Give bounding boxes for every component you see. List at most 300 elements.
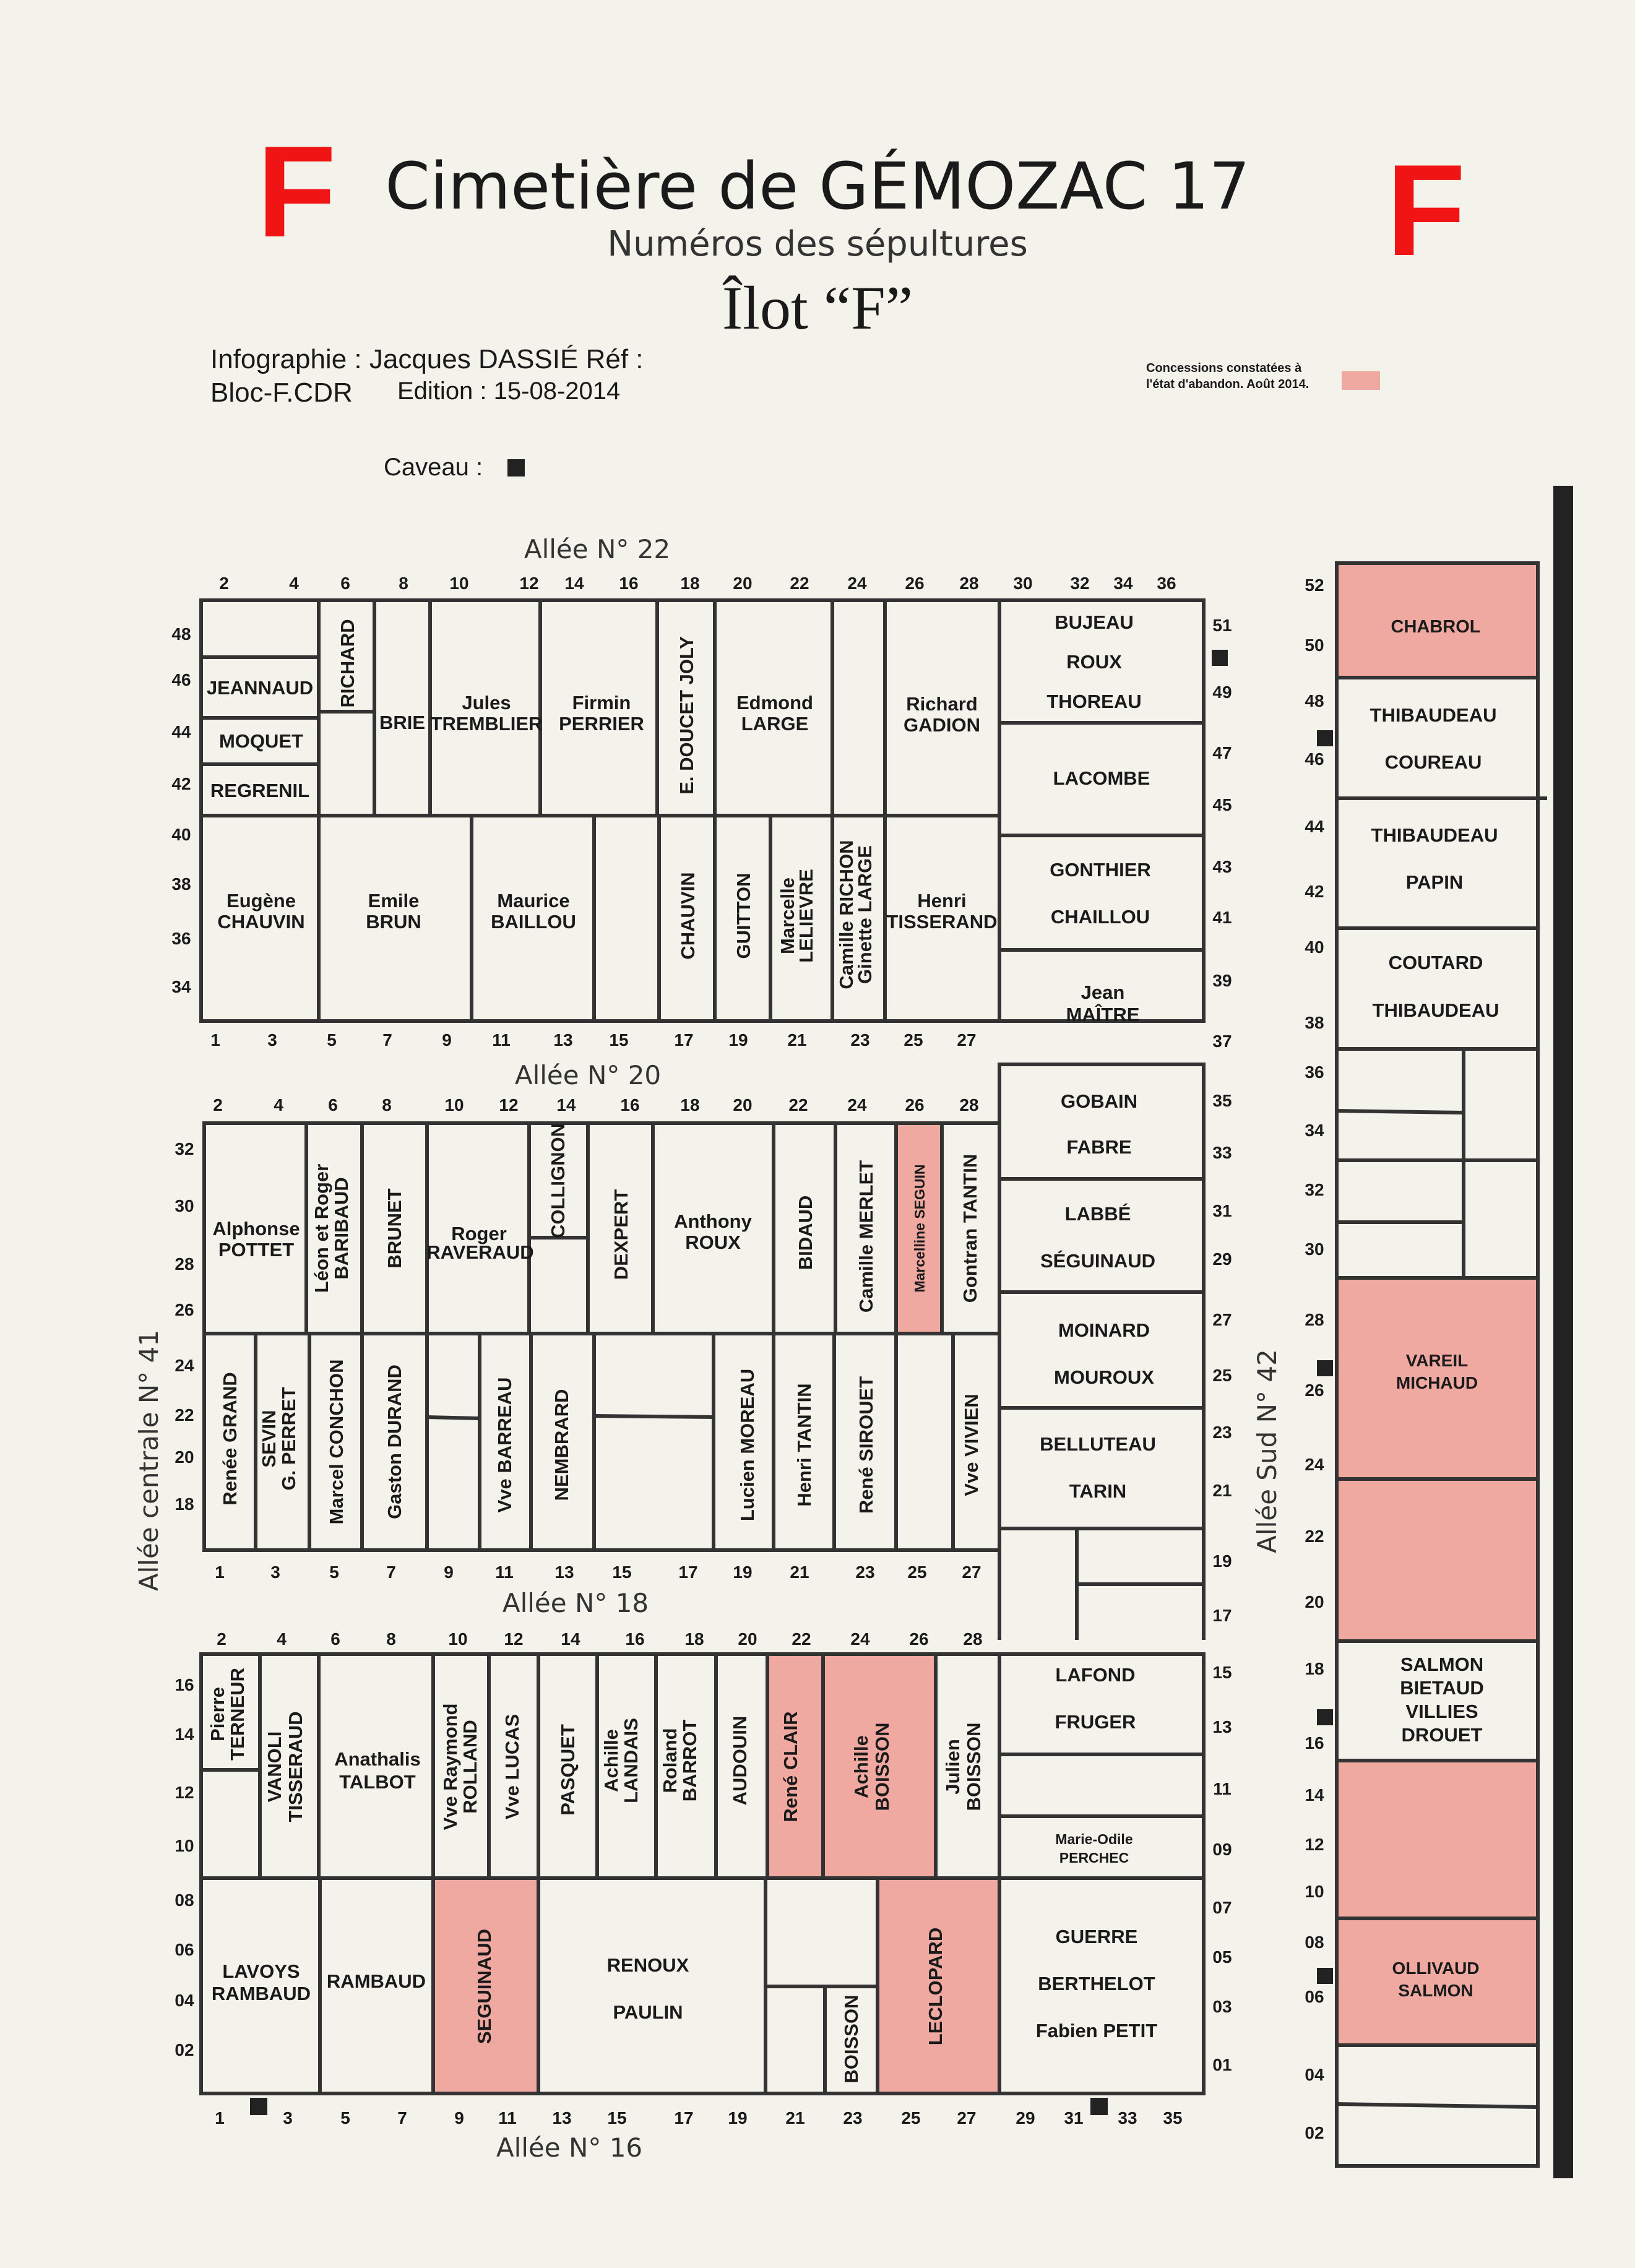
plot-number: 20 [1305,1592,1324,1611]
reference-file: Bloc-F.CDR [210,377,353,408]
plot-number: 31 [1212,1201,1232,1220]
plot-berthelot[interactable]: BERTHELOT [1038,1973,1155,1994]
plot-number: 8 [399,574,408,593]
caveau-legend-label: Caveau : [384,454,483,481]
plot-number: 06 [175,1940,194,1959]
plot-tremblier-last[interactable]: TREMBLIER [430,713,543,735]
plot-number: 22 [790,574,809,593]
plot-number: 39 [1212,971,1232,990]
plot-maitre-last[interactable]: MAÎTRE [1066,1004,1140,1025]
plot-rolland-last[interactable]: ROLLAND [459,1720,481,1814]
plot-number: 46 [171,670,191,689]
plot-moquet[interactable]: MOQUET [218,730,304,752]
plot-baribaud-first[interactable]: Léon et Roger [311,1163,332,1293]
plot-abandoned-14-10[interactable] [1337,1761,1538,1918]
plot-number: 36 [171,929,191,948]
plot-number: 18 [175,1494,194,1514]
caveau-icon [1090,2098,1108,2115]
plot-number: 18 [684,1629,704,1649]
plot-paulin[interactable]: PAULIN [613,2001,683,2023]
plot-number: 6 [330,1629,340,1649]
plot-brun-first[interactable]: Emile [368,890,420,912]
plot-michaud[interactable]: MICHAUD [1396,1373,1478,1392]
plot-number: 02 [1305,2123,1324,2142]
plot-number: 44 [1305,817,1324,836]
plot-number: 22 [788,1095,808,1115]
plot-drouet[interactable]: DROUET [1401,1724,1483,1746]
plot-number: 11 [498,2108,517,2128]
plot-number: 30 [1305,1240,1324,1259]
plot-fabre[interactable]: FABRE [1066,1136,1132,1158]
plot-coutard-thibaudeau[interactable] [1337,928,1538,1049]
plot-number: 04 [175,1991,194,2010]
plot-chauvin-eugene-last[interactable]: CHAUVIN [217,911,305,933]
plot-number: 20 [175,1447,194,1467]
plot-lacombe[interactable]: LACOMBE [1053,767,1150,789]
ilot-title: Îlot “F” [722,274,913,342]
plot-terneur-first[interactable]: Pierre [207,1687,228,1741]
plot-number: 45 [1212,795,1232,814]
plot-bujeau[interactable]: BUJEAU [1055,611,1134,633]
plot-number: 4 [274,1095,283,1115]
plot-ollivaud[interactable]: OLLIVAUD [1392,1959,1480,1978]
plot-number: 13 [1212,1717,1232,1736]
plot-vanoli[interactable]: VANOLI [264,1731,285,1803]
plot-clair[interactable]: René CLAIR [780,1711,801,1822]
plot-sirouet[interactable]: René SIROUET [855,1376,877,1514]
plot-thibaudeau-c[interactable]: THIBAUDEAU [1372,999,1499,1021]
plot-number: 24 [175,1356,194,1375]
plot-lelievre-first[interactable]: Marcelle [777,877,798,955]
plot-number: 16 [625,1629,645,1649]
plot-thibaudeau-a[interactable]: THIBAUDEAU [1370,704,1497,726]
plot-number: 14 [561,1629,580,1649]
plot-tantin-henri[interactable]: Henri TANTIN [793,1383,815,1507]
plot-number: 3 [270,1563,280,1582]
plot-rolland-first[interactable]: Vve Raymond [439,1703,461,1830]
plot-number: 14 [556,1095,576,1115]
plot-lavoys-rambaud[interactable]: RAMBAUD [211,1983,311,2004]
plot-gobain[interactable]: GOBAIN [1061,1090,1137,1112]
plot-lafond[interactable]: LAFOND [1055,1664,1136,1686]
plot-roux-anthony-last[interactable]: ROUX [685,1231,741,1253]
plot-number: 25 [1212,1366,1232,1385]
plot-number: 48 [1305,691,1324,710]
plot-number: 13 [553,1030,573,1050]
caveau-icon [250,2098,267,2115]
plot-number: 35 [1163,2108,1183,2128]
plot-number: 2 [217,1629,226,1649]
plot-number: 19 [733,1563,753,1582]
plot-number: 23 [1212,1423,1232,1442]
plot-number: 27 [957,1030,977,1050]
plot-number: 26 [909,1629,929,1649]
plot-salmon-a[interactable]: SALMON [1400,1654,1484,1675]
plot-number: 10 [175,1836,194,1855]
plot-number: 38 [171,874,191,894]
plot-pasquet[interactable]: PASQUET [557,1724,579,1816]
plot-lavoys[interactable]: LAVOYS [222,1960,300,1982]
plot-number: 24 [850,1629,870,1649]
plot-number: 23 [850,1030,870,1050]
plot-tisseraud[interactable]: TISSERAUD [285,1711,306,1822]
plot-baillou-first[interactable]: Maurice [497,890,570,912]
plot-brie[interactable]: BRIE [379,712,426,733]
plot-number: 12 [175,1783,194,1802]
plot-number: 7 [386,1563,396,1582]
plot-baribaud-last[interactable]: BARIBAUD [330,1177,352,1280]
plot-number: 12 [504,1629,524,1649]
plot-sevin[interactable]: SEVIN [258,1410,280,1468]
plot-number: 33 [1212,1143,1232,1162]
plot-number: 3 [283,2108,293,2128]
plot-rambaud[interactable]: RAMBAUD [326,1970,426,1992]
plot-number: 21 [787,1030,807,1050]
plot-number: 5 [327,1030,337,1050]
plot-number: 36 [1157,574,1176,593]
plot-brun-last[interactable]: BRUN [366,911,421,933]
plot-boisson[interactable]: BOISSON [840,1994,862,2084]
plot-moinard[interactable]: MOINARD [1058,1319,1150,1341]
plot-salmon-b[interactable]: SALMON [1398,1981,1473,2000]
plot-number: 16 [619,574,639,593]
plot-number: 31 [1064,2108,1084,2128]
abandon-legend-line-2: l'état d'abandon. Août 2014. [1146,377,1309,391]
plot-jeannaud[interactable]: JEANNAUD [206,677,314,699]
plot-large-ginette[interactable]: Ginette LARGE [854,845,876,984]
plot-large-first[interactable]: Edmond [736,692,813,714]
plot-number: 24 [1305,1455,1324,1474]
plot-gadion-first[interactable]: Richard [906,693,978,715]
plot-number: 5 [340,2108,350,2128]
plot-bidaud[interactable]: BIDAUD [795,1195,816,1270]
plot-number: 32 [1305,1180,1324,1199]
plot-abandoned-22-20[interactable] [1337,1479,1538,1641]
plot-tisserand-first[interactable]: Henri [917,890,967,912]
plot-guitton[interactable]: GUITTON [733,873,754,959]
plot-number: 15 [612,1563,632,1582]
plot-barrot-last[interactable]: BARROT [679,1719,701,1802]
plot-number: 16 [175,1675,194,1694]
plot-number: 5 [329,1563,339,1582]
plots-empty-34-30[interactable] [1337,1049,1538,1278]
plot-number: 10 [448,1629,468,1649]
plot-vivien[interactable]: Vve VIVIEN [960,1394,982,1496]
plot-petit[interactable]: Fabien PETIT [1035,2020,1158,2042]
credit-line: Infographie : Jacques DASSIÉ Réf : [210,344,644,374]
plot-durand[interactable]: Gaston DURAND [384,1365,405,1519]
plot-number: 3 [267,1030,277,1050]
plot-number: 28 [1305,1310,1324,1329]
plot-number: 14 [175,1725,194,1744]
plot-terneur-last[interactable]: TERNEUR [226,1668,248,1761]
plot-number: 12 [499,1095,519,1115]
plot-number: 17 [674,1030,694,1050]
caveau-icon [1317,730,1333,746]
plot-number: 32 [1070,574,1090,593]
plot-number: 20 [733,1095,753,1115]
alley-18-label: Allée N° 18 [502,1588,649,1618]
plot-perchec-first[interactable]: Marie-Odile [1055,1831,1133,1847]
plot-boisson-achille-last[interactable]: BOISSON [871,1722,893,1811]
plot-number: 27 [957,2108,977,2128]
alley-16-label: Allée N° 16 [496,2132,643,2163]
plot-number: 4 [277,1629,287,1649]
plot-seguin[interactable]: Marcelline SEGUIN [912,1164,928,1293]
plot-coureau[interactable]: COUREAU [1384,751,1482,773]
plot-grand[interactable]: Renée GRAND [219,1372,241,1506]
plot-fruger[interactable]: FRUGER [1055,1711,1136,1733]
plot-number: 26 [175,1300,194,1319]
plot-doucet-joly[interactable]: E. DOUCET JOLY [676,636,697,795]
plot-number: 41 [1212,908,1232,927]
plot-boisson-achille-first[interactable]: Achille [850,1735,872,1798]
plot-number: 36 [1305,1063,1324,1082]
caveau-icon [1317,1968,1333,1984]
plot-large-last[interactable]: LARGE [741,713,809,735]
plot-number: 33 [1118,2108,1137,2128]
plot-number: 08 [175,1891,194,1910]
plot-number: 23 [843,2108,863,2128]
plot-thoreau[interactable]: THOREAU [1046,691,1142,712]
plot-number: 46 [1305,749,1324,769]
plot-belluteau[interactable]: BELLUTEAU [1040,1433,1156,1455]
plot-collignon[interactable]: COLLIGNON [547,1123,569,1238]
plot-number: 9 [454,2108,464,2128]
plot-number: 34 [1113,574,1133,593]
plot-number: 23 [855,1563,875,1582]
plot-number: 20 [733,574,753,593]
plot-number: 28 [959,1095,979,1115]
cemetery-wall [1553,486,1573,2178]
plot-number: 44 [171,722,191,741]
plot-number: 9 [444,1563,454,1582]
plot-number: 6 [328,1095,338,1115]
plot-barreau[interactable]: Vve BARREAU [494,1377,516,1513]
plot-number: 05 [1212,1947,1232,1967]
plot-number: 24 [847,574,867,593]
plot-papin[interactable]: PAPIN [1405,871,1464,893]
plot-number: 1 [210,1030,220,1050]
plot-lelievre-last[interactable]: LELIEVRE [795,869,817,963]
plot-number: 27 [1212,1310,1232,1329]
plot-number: 2 [219,574,229,593]
plot-tarin[interactable]: TARIN [1069,1480,1127,1502]
plot-raveraud-first[interactable]: Roger [451,1223,507,1244]
plot-number: 35 [1212,1091,1232,1110]
plot-number: 40 [1305,938,1324,957]
plot-number: 03 [1212,1997,1232,2016]
plot-moreau[interactable]: Lucien MOREAU [736,1368,758,1522]
plot-talbot-first[interactable]: Anathalis [334,1748,421,1770]
plot-audouin[interactable]: AUDOUIN [729,1715,751,1806]
plot-merlet[interactable]: Camille MERLET [855,1160,877,1313]
plot-number: 20 [738,1629,757,1649]
plot-roux-anthony-first[interactable]: Anthony [674,1210,752,1232]
plot-richard[interactable]: RICHARD [337,619,358,708]
page-title: Cimetière de GÉMOZAC 17 [385,149,1250,224]
plot-landais-last[interactable]: LANDAIS [620,1718,642,1803]
plot-number: 18 [680,574,700,593]
plot-chauvin-eugene-first[interactable]: Eugène [226,890,296,912]
plot-conchon[interactable]: Marcel CONCHON [326,1359,347,1525]
abandon-legend-line-1: Concessions constatées à [1146,361,1302,375]
plot-number: 19 [728,1030,748,1050]
plot-number: 42 [171,774,191,793]
plot-boisson-julien-first[interactable]: Julien [942,1739,964,1795]
plot-number: 28 [963,1629,983,1649]
plot-number: 34 [1305,1121,1324,1140]
plot-number: 22 [175,1405,194,1425]
plot-number: 37 [1212,1032,1232,1051]
plot-number: 21 [785,2108,805,2128]
plot-perret[interactable]: G. PERRET [278,1387,300,1491]
plot-number: 13 [554,1563,574,1582]
plot-number: 22 [1305,1527,1324,1546]
plot-tisserand-last[interactable]: TISSERAND [886,911,998,933]
plot-bietaud[interactable]: BIETAUD [1400,1677,1484,1699]
page-subtitle: Numéros des sépultures [607,224,1028,264]
plot-number: 27 [962,1563,981,1582]
plot-chabrol-label[interactable]: CHABROL [1391,617,1481,637]
plot-number: 49 [1212,683,1232,702]
plot-number: 6 [340,574,350,593]
block-letter-left: F [257,119,337,264]
alley-42-label: Allée Sud N° 42 [1252,1349,1282,1553]
plot-number: 13 [552,2108,572,2128]
plot-number: 19 [728,2108,748,2128]
plot-number: 50 [1305,636,1324,655]
plot-number: 30 [175,1196,194,1215]
plot-number: 11 [492,1030,511,1050]
plot-lucas[interactable]: Vve LUCAS [501,1714,523,1820]
plot-coutard[interactable]: COUTARD [1388,952,1483,973]
plot-barrot-first[interactable]: Roland [659,1728,681,1793]
plot-number: 38 [1305,1013,1324,1032]
plot-number: 28 [175,1254,194,1274]
plot-number: 09 [1212,1840,1232,1859]
plot-number: 16 [620,1095,640,1115]
plot-number: 10 [449,574,469,593]
plot-labbe[interactable]: LABBÉ [1064,1203,1131,1225]
plot-thibaudeau-coureau[interactable] [1337,678,1538,798]
plot-regrenil[interactable]: REGRENIL [210,780,310,801]
plot-number: 25 [907,1563,927,1582]
plot-number: 7 [382,1030,392,1050]
caveau-icon [1317,1709,1333,1725]
plot-number: 15 [1212,1663,1232,1682]
plot-pottet-first[interactable]: Alphonse [212,1218,300,1240]
plot-seguinaud-east[interactable]: SÉGUINAUD [1040,1250,1156,1272]
plot-vareil[interactable]: VAREIL [1405,1351,1469,1370]
plot-number: 15 [607,2108,627,2128]
plot-number: 11 [1213,1779,1232,1798]
plot-number: 21 [790,1563,809,1582]
plot-chaillou[interactable]: CHAILLOU [1050,906,1150,928]
plot-number: 28 [959,574,979,593]
plot-number: 18 [680,1095,700,1115]
plot-number: 25 [904,1030,923,1050]
plot-number: 9 [442,1030,452,1050]
plot-number: 8 [382,1095,392,1115]
plot-leclopard[interactable]: LECLOPARD [925,1927,946,2046]
plot-number: 43 [1212,857,1232,876]
caveau-icon [1212,650,1228,666]
plot-number: 42 [1305,882,1324,901]
plot-number: 52 [1305,576,1324,595]
plot-number: 21 [1212,1481,1232,1500]
plot-number: 04 [1305,2065,1324,2084]
plot-chauvin[interactable]: CHAUVIN [677,872,699,960]
plot-thibaudeau-papin[interactable] [1337,798,1538,928]
plot-gonthier[interactable]: GONTHIER [1050,859,1151,881]
plot-number: 32 [175,1139,194,1158]
plot-number: 06 [1305,1987,1324,2006]
plot-number: 10 [1305,1882,1324,1901]
plot-perchec-last[interactable]: PERCHEC [1059,1850,1129,1866]
plot-number: 30 [1013,574,1033,593]
plot-pottet-last[interactable]: POTTET [218,1239,295,1261]
plot-perrier-first[interactable]: Firmin [572,692,631,714]
plot-guerre[interactable]: GUERRE [1055,1926,1138,1947]
plot-number: 7 [397,2108,407,2128]
plot-mouroux[interactable]: MOUROUX [1054,1366,1154,1388]
plot-seguinaud[interactable]: SEGUINAUD [473,1928,495,2045]
plot-dexpert[interactable]: DEXPERT [610,1189,632,1280]
plot-number: 07 [1212,1898,1232,1917]
plot-number-labels [171,574,1324,2142]
plot-number: 26 [905,574,925,593]
plot-number: 12 [519,574,539,593]
plot-number: 16 [1305,1733,1324,1753]
plot-number: 11 [495,1563,514,1582]
plot-richon[interactable]: Camille RICHON [835,840,857,990]
plot-landais-first[interactable]: Achille [600,1729,622,1792]
plot-number: 26 [905,1095,925,1115]
plot-boisson-julien-last[interactable]: BOISSON [963,1722,985,1811]
plot-roux[interactable]: ROUX [1066,651,1122,673]
plot-number: 26 [1305,1381,1324,1400]
plot-number: 22 [792,1629,811,1649]
plot-number: 29 [1016,2108,1035,2128]
alley-20-label: Allée N° 20 [514,1060,662,1090]
edition-date: Edition : 15-08-2014 [397,377,621,405]
plot-raveraud-last[interactable]: RAVERAUD [426,1241,534,1263]
plot-number: 47 [1212,743,1232,762]
plot-tantin-gontran[interactable]: Gontran TANTIN [959,1153,981,1303]
plot-number: 14 [564,574,584,593]
plot-number: 17 [678,1563,698,1582]
plot-renoux[interactable]: RENOUX [606,1954,689,1976]
plot-gadion-last[interactable]: GADION [904,714,980,736]
plot-number: 17 [1212,1606,1232,1625]
east-column [999,1064,1204,1529]
plot-baillou-last[interactable]: BAILLOU [491,911,576,933]
plot-number: 51 [1212,616,1232,635]
plot-perrier-last[interactable]: PERRIER [559,713,644,735]
plot-number: 08 [1305,1933,1324,1952]
plot-tremblier-first[interactable]: Jules [462,692,511,714]
plot-number: 29 [1212,1249,1232,1269]
plot-thibaudeau-b[interactable]: THIBAUDEAU [1371,824,1498,846]
plot-number: 8 [386,1629,396,1649]
plot-brunet[interactable]: BRUNET [384,1188,405,1269]
plot-number: 10 [444,1095,464,1115]
plot-maitre-first[interactable]: Jean [1081,981,1125,1003]
plot-villies[interactable]: VILLIES [1405,1701,1478,1722]
plot-nembrard[interactable]: NEMBRARD [551,1389,572,1501]
plot-talbot-last[interactable]: TALBOT [339,1771,416,1793]
